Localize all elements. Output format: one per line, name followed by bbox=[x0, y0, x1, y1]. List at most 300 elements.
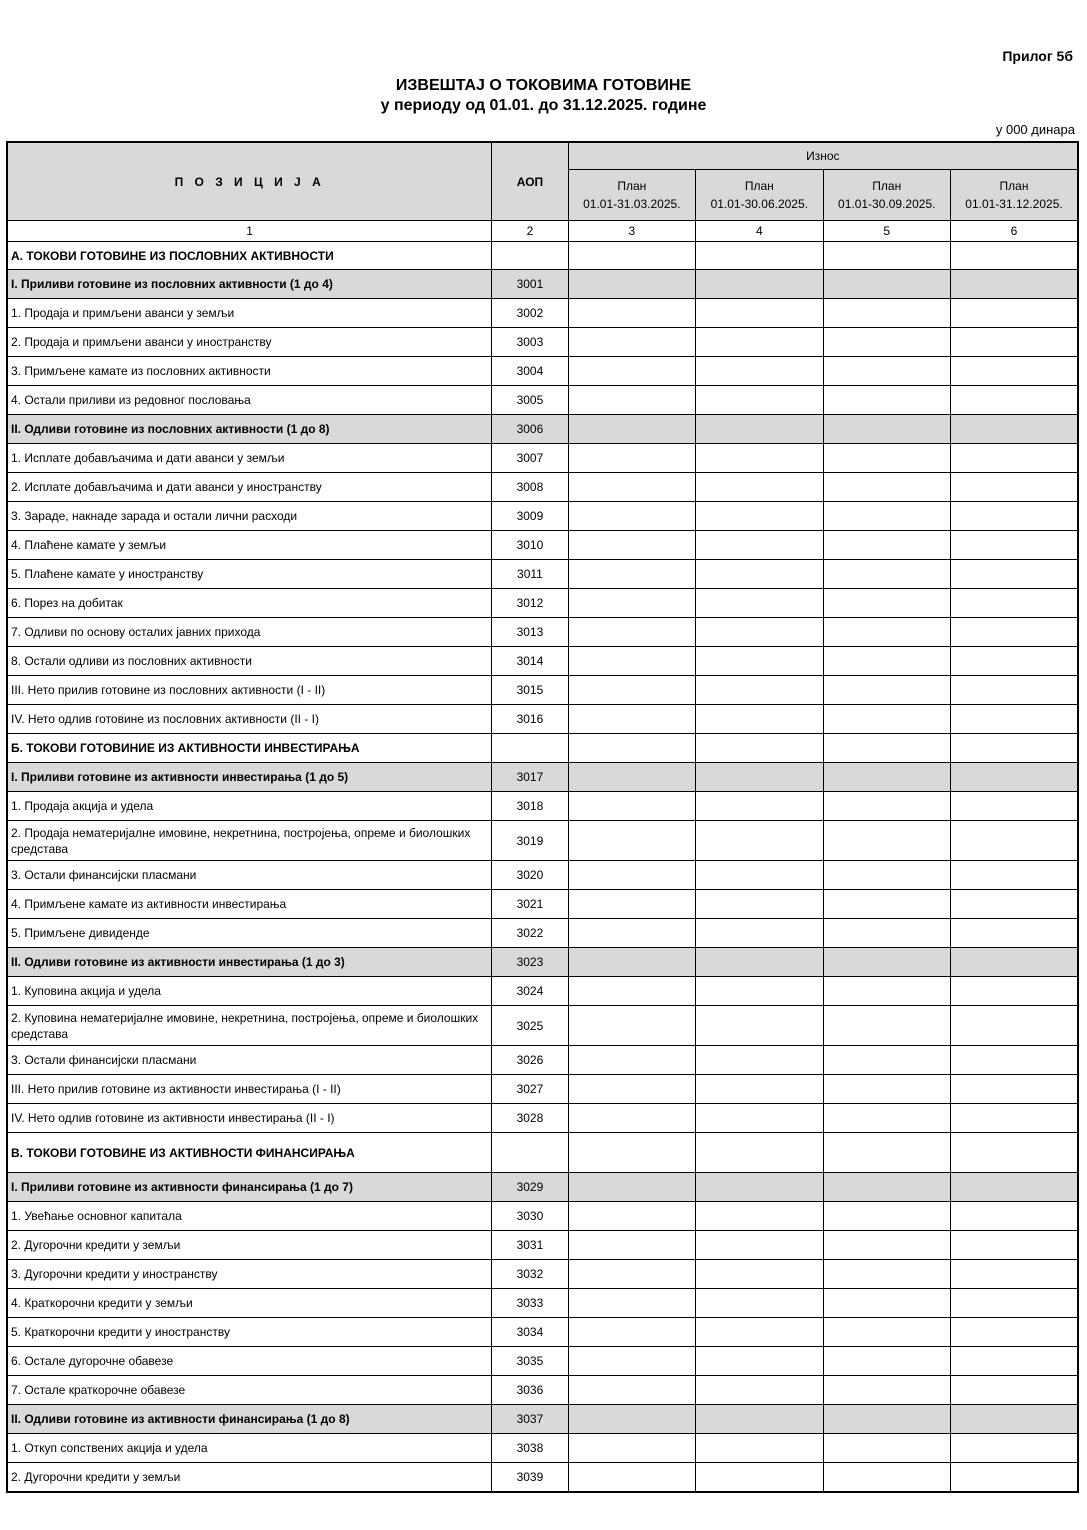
aop-code: 3024 bbox=[492, 977, 568, 1006]
amount-cell-period-2[interactable] bbox=[696, 1318, 823, 1347]
amount-cell-period-2[interactable] bbox=[696, 1202, 823, 1231]
amount-cell-period-3[interactable] bbox=[823, 1405, 950, 1434]
position-label: III. Нето прилив готовине из пословних активности (I - II) bbox=[7, 676, 492, 705]
position-label: 4. Плаћене камате у земљи bbox=[7, 531, 492, 560]
table-row bbox=[7, 618, 1078, 647]
amount-cell-period-4[interactable] bbox=[950, 1347, 1078, 1376]
position-label: 7. Остале краткорочне обавезе bbox=[7, 1376, 492, 1405]
aop-code: 3013 bbox=[492, 618, 568, 647]
column-number: 3 bbox=[568, 221, 695, 242]
amount-cell-period-1[interactable] bbox=[568, 821, 695, 861]
amount-cell-period-4[interactable] bbox=[950, 1104, 1078, 1133]
amount-cell-period-3[interactable] bbox=[823, 821, 950, 861]
position-label: А. ТОКОВИ ГОТОВИНЕ ИЗ ПОСЛОВНИХ АКТИВНОСТИ bbox=[7, 242, 492, 270]
position-label: 1. Увећање основног капитала bbox=[7, 1202, 492, 1231]
amount-cell-period-1[interactable] bbox=[568, 1202, 695, 1231]
aop-code: 3030 bbox=[492, 1202, 568, 1231]
table-row bbox=[7, 1202, 1078, 1231]
report-title bbox=[0, 76, 1087, 116]
amount-cell-period-1[interactable] bbox=[568, 1260, 695, 1289]
amount-cell-period-4[interactable] bbox=[950, 386, 1078, 415]
amount-cell-period-3[interactable] bbox=[823, 415, 950, 444]
aop-code: 3021 bbox=[492, 890, 568, 919]
amount-cell-period-1[interactable] bbox=[568, 1463, 695, 1493]
amount-cell-period-3[interactable] bbox=[823, 890, 950, 919]
table-row bbox=[7, 299, 1078, 328]
amount-cell-period-4[interactable] bbox=[950, 861, 1078, 890]
aop-code: 3017 bbox=[492, 763, 568, 792]
amount-cell-period-1[interactable] bbox=[568, 948, 695, 977]
amount-cell-period-2[interactable] bbox=[696, 299, 823, 328]
table-row bbox=[7, 1289, 1078, 1318]
subtotal-row bbox=[7, 415, 1078, 444]
table-row bbox=[7, 1434, 1078, 1463]
position-label: 1. Продаја и примљени аванси у земљи bbox=[7, 299, 492, 328]
aop-code: 3006 bbox=[492, 415, 568, 444]
aop-code bbox=[492, 242, 568, 270]
table-row bbox=[7, 1104, 1078, 1133]
amount-cell-period-2[interactable] bbox=[696, 948, 823, 977]
amount-cell-period-1[interactable] bbox=[568, 890, 695, 919]
aop-code: 3029 bbox=[492, 1173, 568, 1202]
amount-cell-period-4[interactable] bbox=[950, 919, 1078, 948]
amount-cell-period-3[interactable] bbox=[823, 1133, 950, 1173]
amount-cell-period-2[interactable] bbox=[696, 328, 823, 357]
amount-cell-period-4[interactable] bbox=[950, 676, 1078, 705]
amount-cell-period-4[interactable] bbox=[950, 270, 1078, 299]
aop-code: 3011 bbox=[492, 560, 568, 589]
position-label: Б. ТОКОВИ ГОТОВИНИЕ ИЗ АКТИВНОСТИ ИНВЕСТИРАЊА bbox=[7, 734, 492, 763]
position-label: 4. Остали приливи из редовног пословања bbox=[7, 386, 492, 415]
amount-cell-period-3[interactable] bbox=[823, 948, 950, 977]
aop-code: 3010 bbox=[492, 531, 568, 560]
amount-cell-period-4[interactable] bbox=[950, 618, 1078, 647]
aop-code: 3016 bbox=[492, 705, 568, 734]
amount-cell-period-3[interactable] bbox=[823, 1202, 950, 1231]
amount-cell-period-3[interactable] bbox=[823, 386, 950, 415]
table-row bbox=[7, 1260, 1078, 1289]
amount-cell-period-2[interactable] bbox=[696, 270, 823, 299]
amount-cell-period-1[interactable] bbox=[568, 792, 695, 821]
amount-cell-period-4[interactable] bbox=[950, 444, 1078, 473]
position-label: I. Приливи готовине из пословних активности (1 до 4) bbox=[7, 270, 492, 299]
aop-code bbox=[492, 1133, 568, 1173]
amount-cell-period-3[interactable] bbox=[823, 1347, 950, 1376]
table-row bbox=[7, 821, 1078, 861]
amount-cell-period-2[interactable] bbox=[696, 502, 823, 531]
amount-cell-period-2[interactable] bbox=[696, 792, 823, 821]
amount-cell-period-2[interactable] bbox=[696, 861, 823, 890]
amount-cell-period-1[interactable] bbox=[568, 1231, 695, 1260]
amount-cell-period-3[interactable] bbox=[823, 1006, 950, 1046]
report-title-line2: у периоду од 01.01. до 31.12.2025. године bbox=[380, 97, 707, 114]
column-number-row bbox=[7, 221, 1078, 242]
amount-cell-period-2[interactable] bbox=[696, 705, 823, 734]
table-row bbox=[7, 1463, 1078, 1493]
amount-cell-period-4[interactable] bbox=[950, 1173, 1078, 1202]
amount-cell-period-1[interactable] bbox=[568, 1133, 695, 1173]
section-row bbox=[7, 1133, 1078, 1173]
amount-cell-period-1[interactable] bbox=[568, 473, 695, 502]
amount-cell-period-1[interactable] bbox=[568, 328, 695, 357]
annex-label: Прилог 5б bbox=[1002, 48, 1073, 64]
amount-cell-period-4[interactable] bbox=[950, 1075, 1078, 1104]
amount-cell-period-4[interactable] bbox=[950, 821, 1078, 861]
aop-code: 3018 bbox=[492, 792, 568, 821]
amount-cell-period-4[interactable] bbox=[950, 1133, 1078, 1173]
table-row bbox=[7, 919, 1078, 948]
table-row bbox=[7, 1046, 1078, 1075]
aop-code: 3037 bbox=[492, 1405, 568, 1434]
aop-code: 3009 bbox=[492, 502, 568, 531]
table-body bbox=[7, 242, 1078, 1493]
aop-code: 3019 bbox=[492, 821, 568, 861]
amount-cell-period-2[interactable] bbox=[696, 1434, 823, 1463]
aop-code: 3005 bbox=[492, 386, 568, 415]
amount-cell-period-2[interactable] bbox=[696, 1347, 823, 1376]
aop-code: 3022 bbox=[492, 919, 568, 948]
amount-cell-period-3[interactable] bbox=[823, 977, 950, 1006]
aop-code: 3027 bbox=[492, 1075, 568, 1104]
position-label: В. ТОКОВИ ГОТОВИНЕ ИЗ АКТИВНОСТИ ФИНАНСИРАЊА bbox=[7, 1133, 492, 1173]
amount-cell-period-3[interactable] bbox=[823, 763, 950, 792]
amount-cell-period-2[interactable] bbox=[696, 734, 823, 763]
amount-cell-period-3[interactable] bbox=[823, 618, 950, 647]
aop-code: 3032 bbox=[492, 1260, 568, 1289]
amount-cell-period-1[interactable] bbox=[568, 589, 695, 618]
column-number: 4 bbox=[696, 221, 823, 242]
position-label: 3. Зараде, накнаде зарада и остали лични расходи bbox=[7, 502, 492, 531]
amount-cell-period-1[interactable] bbox=[568, 1046, 695, 1075]
aop-code: 3035 bbox=[492, 1347, 568, 1376]
amount-cell-period-2[interactable] bbox=[696, 1463, 823, 1493]
amount-cell-period-3[interactable] bbox=[823, 861, 950, 890]
amount-cell-period-2[interactable] bbox=[696, 1173, 823, 1202]
column-number: 5 bbox=[823, 221, 950, 242]
header-amount: Износ bbox=[568, 142, 1078, 170]
aop-code: 3001 bbox=[492, 270, 568, 299]
amount-cell-period-4[interactable] bbox=[950, 647, 1078, 676]
amount-cell-period-1[interactable] bbox=[568, 1173, 695, 1202]
aop-code: 3012 bbox=[492, 589, 568, 618]
amount-cell-period-4[interactable] bbox=[950, 792, 1078, 821]
subtotal-row bbox=[7, 1405, 1078, 1434]
amount-cell-period-3[interactable] bbox=[823, 734, 950, 763]
amount-cell-period-3[interactable] bbox=[823, 270, 950, 299]
table-row bbox=[7, 676, 1078, 705]
amount-cell-period-3[interactable] bbox=[823, 1289, 950, 1318]
amount-cell-period-2[interactable] bbox=[696, 1260, 823, 1289]
position-label: 8. Остали одливи из пословних активности bbox=[7, 647, 492, 676]
table-row bbox=[7, 1318, 1078, 1347]
subtotal-row bbox=[7, 270, 1078, 299]
position-label: 3. Дугорочни кредити у иностранству bbox=[7, 1260, 492, 1289]
table-row bbox=[7, 705, 1078, 734]
aop-code: 3026 bbox=[492, 1046, 568, 1075]
amount-cell-period-3[interactable] bbox=[823, 328, 950, 357]
position-label: 5. Плаћене камате у иностранству bbox=[7, 560, 492, 589]
amount-cell-period-1[interactable] bbox=[568, 1075, 695, 1104]
amount-cell-period-4[interactable] bbox=[950, 1289, 1078, 1318]
amount-cell-period-2[interactable] bbox=[696, 415, 823, 444]
amount-cell-period-4[interactable] bbox=[950, 1434, 1078, 1463]
amount-cell-period-3[interactable] bbox=[823, 1434, 950, 1463]
amount-cell-period-4[interactable] bbox=[950, 890, 1078, 919]
amount-cell-period-1[interactable] bbox=[568, 618, 695, 647]
table-row bbox=[7, 560, 1078, 589]
position-label: I. Приливи готовине из активности инвестирања (1 до 5) bbox=[7, 763, 492, 792]
position-label: 2. Куповина нематеријалне имовине, некретнина, постројења, опреме и биолошких средстава bbox=[7, 1006, 492, 1046]
aop-code: 3033 bbox=[492, 1289, 568, 1318]
amount-cell-period-3[interactable] bbox=[823, 444, 950, 473]
position-label: 5. Краткорочни кредити у иностранству bbox=[7, 1318, 492, 1347]
position-label: 4. Примљене камате из активности инвестирања bbox=[7, 890, 492, 919]
amount-cell-period-1[interactable] bbox=[568, 705, 695, 734]
amount-cell-period-3[interactable] bbox=[823, 531, 950, 560]
position-label: II. Одливи готовине из активности финансирања (1 до 8) bbox=[7, 1405, 492, 1434]
amount-cell-period-2[interactable] bbox=[696, 473, 823, 502]
aop-code: 3015 bbox=[492, 676, 568, 705]
amount-cell-period-4[interactable] bbox=[950, 1376, 1078, 1405]
position-label: 1. Исплате добављачима и дати аванси у земљи bbox=[7, 444, 492, 473]
report-title-line1: ИЗВЕШТАЈ О ТОКОВИМА ГОТОВИНЕ bbox=[395, 77, 692, 94]
amount-cell-period-4[interactable] bbox=[950, 242, 1078, 270]
position-label: 7. Одливи по основу осталих јавних прихода bbox=[7, 618, 492, 647]
table-row bbox=[7, 1347, 1078, 1376]
aop-code: 3034 bbox=[492, 1318, 568, 1347]
amount-cell-period-1[interactable] bbox=[568, 270, 695, 299]
aop-code: 3004 bbox=[492, 357, 568, 386]
amount-cell-period-2[interactable] bbox=[696, 1104, 823, 1133]
position-label: 5. Примљене дивиденде bbox=[7, 919, 492, 948]
amount-cell-period-3[interactable] bbox=[823, 299, 950, 328]
amount-cell-period-3[interactable] bbox=[823, 1318, 950, 1347]
aop-code: 3007 bbox=[492, 444, 568, 473]
position-label: 2. Продаја нематеријалне имовине, некретнина, постројења, опреме и биолошких средстава bbox=[7, 821, 492, 861]
amount-cell-period-1[interactable] bbox=[568, 444, 695, 473]
amount-cell-period-4[interactable] bbox=[950, 531, 1078, 560]
amount-cell-period-3[interactable] bbox=[823, 1463, 950, 1493]
position-label: 2. Продаја и примљени аванси у иностранству bbox=[7, 328, 492, 357]
amount-cell-period-1[interactable] bbox=[568, 299, 695, 328]
amount-cell-period-2[interactable] bbox=[696, 1133, 823, 1173]
amount-cell-period-1[interactable] bbox=[568, 502, 695, 531]
amount-cell-period-4[interactable] bbox=[950, 1231, 1078, 1260]
position-label: I. Приливи готовине из активности финансирања (1 до 7) bbox=[7, 1173, 492, 1202]
header-period-2: План 01.01-30.06.2025. bbox=[696, 170, 823, 221]
unit-note: у 000 динара bbox=[995, 122, 1075, 137]
amount-cell-period-2[interactable] bbox=[696, 242, 823, 270]
amount-cell-period-2[interactable] bbox=[696, 977, 823, 1006]
amount-cell-period-2[interactable] bbox=[696, 618, 823, 647]
amount-cell-period-1[interactable] bbox=[568, 763, 695, 792]
amount-cell-period-3[interactable] bbox=[823, 473, 950, 502]
amount-cell-period-3[interactable] bbox=[823, 647, 950, 676]
table-row bbox=[7, 589, 1078, 618]
position-label: 4. Краткорочни кредити у земљи bbox=[7, 1289, 492, 1318]
section-row bbox=[7, 734, 1078, 763]
amount-cell-period-4[interactable] bbox=[950, 1318, 1078, 1347]
amount-cell-period-2[interactable] bbox=[696, 1046, 823, 1075]
column-number: 1 bbox=[7, 221, 492, 242]
column-number: 2 bbox=[492, 221, 568, 242]
position-label: 2. Исплате добављачима и дати аванси у иностранству bbox=[7, 473, 492, 502]
header-period-4: План 01.01-31.12.2025. bbox=[950, 170, 1078, 221]
amount-cell-period-2[interactable] bbox=[696, 444, 823, 473]
amount-cell-period-1[interactable] bbox=[568, 386, 695, 415]
amount-cell-period-3[interactable] bbox=[823, 919, 950, 948]
amount-cell-period-1[interactable] bbox=[568, 647, 695, 676]
amount-cell-period-1[interactable] bbox=[568, 357, 695, 386]
amount-cell-period-1[interactable] bbox=[568, 1289, 695, 1318]
amount-cell-period-2[interactable] bbox=[696, 1289, 823, 1318]
amount-cell-period-4[interactable] bbox=[950, 1006, 1078, 1046]
amount-cell-period-2[interactable] bbox=[696, 357, 823, 386]
amount-cell-period-2[interactable] bbox=[696, 1405, 823, 1434]
amount-cell-period-4[interactable] bbox=[950, 948, 1078, 977]
table-row bbox=[7, 444, 1078, 473]
position-label: 1. Куповина акција и удела bbox=[7, 977, 492, 1006]
amount-cell-period-4[interactable] bbox=[950, 357, 1078, 386]
amount-cell-period-2[interactable] bbox=[696, 531, 823, 560]
amount-cell-period-3[interactable] bbox=[823, 560, 950, 589]
amount-cell-period-2[interactable] bbox=[696, 1376, 823, 1405]
table-row bbox=[7, 531, 1078, 560]
aop-code: 3008 bbox=[492, 473, 568, 502]
table-row bbox=[7, 1006, 1078, 1046]
amount-cell-period-2[interactable] bbox=[696, 763, 823, 792]
amount-cell-period-4[interactable] bbox=[950, 734, 1078, 763]
amount-cell-period-1[interactable] bbox=[568, 1405, 695, 1434]
amount-cell-period-1[interactable] bbox=[568, 676, 695, 705]
amount-cell-period-3[interactable] bbox=[823, 357, 950, 386]
amount-cell-period-2[interactable] bbox=[696, 386, 823, 415]
aop-code bbox=[492, 734, 568, 763]
amount-cell-period-1[interactable] bbox=[568, 1376, 695, 1405]
amount-cell-period-2[interactable] bbox=[696, 560, 823, 589]
amount-cell-period-3[interactable] bbox=[823, 676, 950, 705]
amount-cell-period-2[interactable] bbox=[696, 1006, 823, 1046]
amount-cell-period-3[interactable] bbox=[823, 502, 950, 531]
amount-cell-period-3[interactable] bbox=[823, 1046, 950, 1075]
position-label: IV. Нето одлив готовине из пословних активности (II - I) bbox=[7, 705, 492, 734]
amount-cell-period-1[interactable] bbox=[568, 1006, 695, 1046]
amount-cell-period-4[interactable] bbox=[950, 473, 1078, 502]
amount-cell-period-4[interactable] bbox=[950, 560, 1078, 589]
table-row bbox=[7, 977, 1078, 1006]
amount-cell-period-3[interactable] bbox=[823, 1075, 950, 1104]
amount-cell-period-4[interactable] bbox=[950, 763, 1078, 792]
amount-cell-period-3[interactable] bbox=[823, 1104, 950, 1133]
position-label: 3. Примљене камате из пословних активности bbox=[7, 357, 492, 386]
table-row bbox=[7, 1231, 1078, 1260]
amount-cell-period-4[interactable] bbox=[950, 299, 1078, 328]
table-row bbox=[7, 357, 1078, 386]
aop-code: 3003 bbox=[492, 328, 568, 357]
header-period-3: План 01.01-30.09.2025. bbox=[823, 170, 950, 221]
amount-cell-period-1[interactable] bbox=[568, 531, 695, 560]
amount-cell-period-2[interactable] bbox=[696, 890, 823, 919]
position-label: IV. Нето одлив готовине из активности инвестирања (II - I) bbox=[7, 1104, 492, 1133]
amount-cell-period-2[interactable] bbox=[696, 589, 823, 618]
aop-code: 3031 bbox=[492, 1231, 568, 1260]
table-row bbox=[7, 861, 1078, 890]
position-label: II. Одливи готовине из активности инвестирања (1 до 3) bbox=[7, 948, 492, 977]
amount-cell-period-4[interactable] bbox=[950, 589, 1078, 618]
amount-cell-period-1[interactable] bbox=[568, 560, 695, 589]
aop-code: 3028 bbox=[492, 1104, 568, 1133]
amount-cell-period-3[interactable] bbox=[823, 1173, 950, 1202]
header-period-1: План 01.01-31.03.2025. bbox=[568, 170, 695, 221]
amount-cell-period-1[interactable] bbox=[568, 1318, 695, 1347]
position-label: 1. Продаја акција и удела bbox=[7, 792, 492, 821]
aop-code: 3023 bbox=[492, 948, 568, 977]
amount-cell-period-1[interactable] bbox=[568, 861, 695, 890]
amount-cell-period-4[interactable] bbox=[950, 1463, 1078, 1493]
amount-cell-period-4[interactable] bbox=[950, 1260, 1078, 1289]
amount-cell-period-3[interactable] bbox=[823, 242, 950, 270]
amount-cell-period-4[interactable] bbox=[950, 705, 1078, 734]
amount-cell-period-1[interactable] bbox=[568, 919, 695, 948]
aop-code: 3036 bbox=[492, 1376, 568, 1405]
amount-cell-period-2[interactable] bbox=[696, 647, 823, 676]
position-label: 2. Дугорочни кредити у земљи bbox=[7, 1463, 492, 1493]
position-label: 3. Остали финансијски пласмани bbox=[7, 861, 492, 890]
aop-code: 3020 bbox=[492, 861, 568, 890]
table-row bbox=[7, 890, 1078, 919]
table-row bbox=[7, 792, 1078, 821]
amount-cell-period-1[interactable] bbox=[568, 977, 695, 1006]
amount-cell-period-3[interactable] bbox=[823, 1231, 950, 1260]
amount-cell-period-2[interactable] bbox=[696, 821, 823, 861]
amount-cell-period-1[interactable] bbox=[568, 242, 695, 270]
amount-cell-period-1[interactable] bbox=[568, 1347, 695, 1376]
amount-cell-period-4[interactable] bbox=[950, 977, 1078, 1006]
amount-cell-period-4[interactable] bbox=[950, 1405, 1078, 1434]
amount-cell-period-2[interactable] bbox=[696, 919, 823, 948]
subtotal-row bbox=[7, 1173, 1078, 1202]
table-row bbox=[7, 328, 1078, 357]
amount-cell-period-4[interactable] bbox=[950, 328, 1078, 357]
subtotal-row bbox=[7, 948, 1078, 977]
amount-cell-period-1[interactable] bbox=[568, 1434, 695, 1463]
amount-cell-period-2[interactable] bbox=[696, 676, 823, 705]
aop-code: 3025 bbox=[492, 1006, 568, 1046]
amount-cell-period-1[interactable] bbox=[568, 734, 695, 763]
table-row bbox=[7, 647, 1078, 676]
column-number: 6 bbox=[950, 221, 1078, 242]
amount-cell-period-3[interactable] bbox=[823, 589, 950, 618]
amount-cell-period-3[interactable] bbox=[823, 1376, 950, 1405]
section-row bbox=[7, 242, 1078, 270]
table-row bbox=[7, 1075, 1078, 1104]
amount-cell-period-3[interactable] bbox=[823, 792, 950, 821]
amount-cell-period-2[interactable] bbox=[696, 1075, 823, 1104]
amount-cell-period-4[interactable] bbox=[950, 1046, 1078, 1075]
table-row bbox=[7, 473, 1078, 502]
amount-cell-period-4[interactable] bbox=[950, 415, 1078, 444]
amount-cell-period-1[interactable] bbox=[568, 415, 695, 444]
amount-cell-period-3[interactable] bbox=[823, 705, 950, 734]
amount-cell-period-4[interactable] bbox=[950, 502, 1078, 531]
table-row bbox=[7, 502, 1078, 531]
amount-cell-period-1[interactable] bbox=[568, 1104, 695, 1133]
amount-cell-period-2[interactable] bbox=[696, 1231, 823, 1260]
subtotal-row bbox=[7, 763, 1078, 792]
position-label: 6. Остале дугорочне обавезе bbox=[7, 1347, 492, 1376]
amount-cell-period-4[interactable] bbox=[950, 1202, 1078, 1231]
amount-cell-period-3[interactable] bbox=[823, 1260, 950, 1289]
